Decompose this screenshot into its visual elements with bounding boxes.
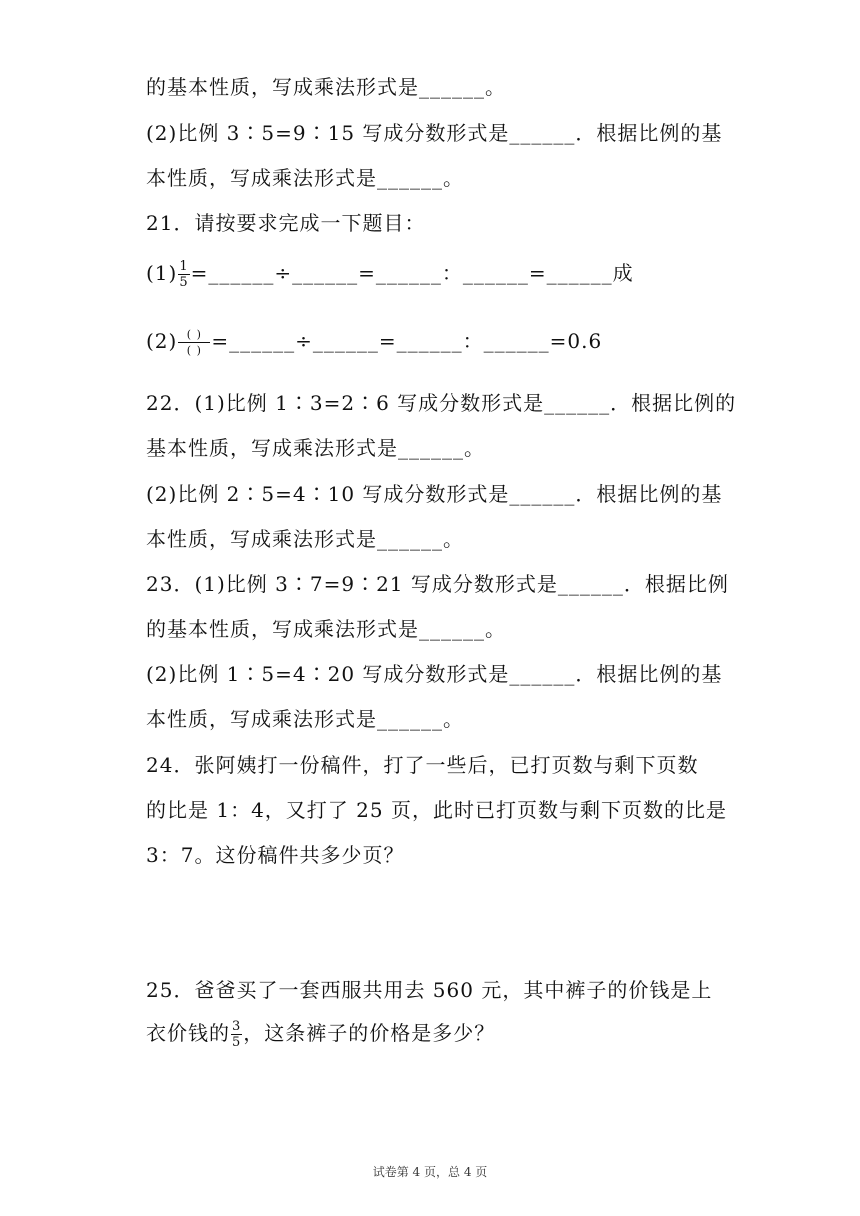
question-22-part1-line2: 基本性质，写成乘法形式是______。: [146, 436, 485, 460]
question-20-part1-end: 的基本性质，写成乘法形式是______。: [146, 75, 506, 99]
question-20-part2-line2: 本性质，写成乘法形式是______。: [146, 166, 464, 190]
question-22-part2-line1: (2)比例 2∶5=4∶10 写成分数形式是______．根据比例的基: [146, 482, 723, 506]
question-23-part1-line2: 的基本性质，写成乘法形式是______。: [146, 617, 506, 641]
question-23-part2-line2: 本性质，写成乘法形式是______。: [146, 707, 464, 731]
fraction-denominator: 5: [179, 275, 189, 290]
question-21-part1: [146, 258, 720, 290]
fraction-denominator: ( ): [186, 344, 202, 357]
question-24-line2: 的比是 1：4，又打了 25 页，此时已打页数与剩下页数的比是: [146, 798, 727, 822]
fraction-numerator: 1: [179, 259, 189, 274]
question-23-part2-line1: (2)比例 1∶5=4∶20 写成分数形式是______．根据比例的基: [146, 662, 723, 686]
question-23-part1-line1: 23．(1)比例 3∶7=9∶21 写成分数形式是______．根据比例: [146, 572, 729, 596]
question-21-title: 21．请按要求完成一下题目：: [146, 211, 426, 235]
question-25-text-end: ，这条裤子的价格是多少？: [243, 1021, 496, 1045]
question-24-line1: 24．张阿姨打一份稿件，打了一些后，已打页数与剩下页数: [146, 753, 699, 777]
question-25-text-start: 衣价钱的: [146, 1021, 230, 1045]
page-footer: 试卷第 4 页，总 4 页: [372, 1165, 488, 1179]
question-21-part2: [146, 326, 720, 358]
fraction-three-fifths: [231, 1019, 242, 1050]
question-22-part2-line2: 本性质，写成乘法形式是______。: [146, 527, 464, 551]
part-label: (1): [146, 261, 178, 285]
question-20-part2-line1: (2)比例 3∶5=9∶15 写成分数形式是______．根据比例的基: [146, 121, 723, 145]
question-22-part1-line1: 22．(1)比例 1∶3=2∶6 写成分数形式是______．根据比例的: [146, 391, 737, 415]
fraction-numerator: ( ): [178, 327, 210, 343]
fraction-blank: [178, 327, 210, 358]
fraction-denominator: 5: [232, 1035, 242, 1050]
fraction-one-fifth: [178, 259, 189, 290]
blanks-text: =______÷______=______：______=______成: [190, 261, 634, 285]
question-25-line1: 25．爸爸买了一套西服共用去 560 元，其中裤子的价钱是上: [146, 978, 713, 1002]
question-24-line3: 3：7。这份稿件共多少页？: [146, 843, 405, 867]
question-25-line2: [146, 1018, 720, 1050]
blanks-text: =______÷______=______：______=0.6: [211, 329, 603, 353]
fraction-numerator: 3: [232, 1019, 242, 1034]
part-label: (2): [146, 329, 178, 353]
